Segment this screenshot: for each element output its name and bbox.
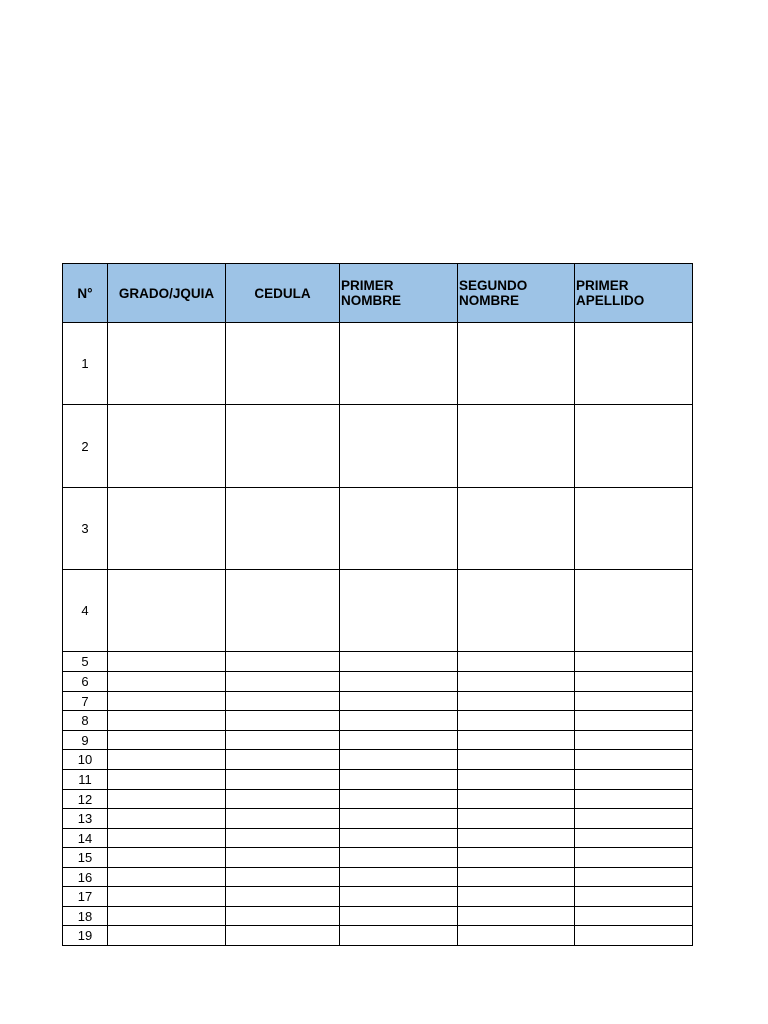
table-cell-grado[interactable]	[107, 808, 226, 829]
table-cell-primer_apellido[interactable]	[574, 404, 693, 488]
row-number-cell: 13	[62, 808, 108, 829]
table-cell-primer_nombre[interactable]	[339, 906, 458, 926]
table-cell-cedula[interactable]	[225, 828, 340, 848]
table-cell-primer_apellido[interactable]	[574, 828, 693, 848]
table-cell-primer_nombre[interactable]	[339, 322, 458, 405]
row-number-cell: 1	[62, 322, 108, 405]
table-cell-grado[interactable]	[107, 404, 226, 488]
row-number-cell: 14	[62, 828, 108, 848]
table-cell-segundo_nombre[interactable]	[457, 749, 575, 770]
table-cell-grado[interactable]	[107, 710, 226, 731]
row-number-cell: 2	[62, 404, 108, 488]
table-cell-grado[interactable]	[107, 671, 226, 692]
table-cell-cedula[interactable]	[225, 808, 340, 829]
header-cedula	[225, 263, 340, 323]
row-number-cell: 4	[62, 569, 108, 652]
table-cell-segundo_nombre[interactable]	[457, 487, 575, 570]
table-cell-segundo_nombre[interactable]	[457, 569, 575, 652]
header-segundo_nombre	[457, 263, 575, 323]
table-cell-cedula[interactable]	[225, 487, 340, 570]
table-cell-primer_nombre[interactable]	[339, 487, 458, 570]
row-number-cell: 8	[62, 710, 108, 731]
table-cell-grado[interactable]	[107, 769, 226, 790]
header-grado	[107, 263, 226, 323]
table-cell-grado[interactable]	[107, 867, 226, 887]
row-number-cell: 17	[62, 886, 108, 907]
header-primer_nombre	[339, 263, 458, 323]
table-cell-primer_apellido[interactable]	[574, 691, 693, 711]
table-cell-cedula[interactable]	[225, 730, 340, 750]
table-cell-segundo_nombre[interactable]	[457, 710, 575, 731]
table-cell-primer_nombre[interactable]	[339, 671, 458, 692]
table-cell-segundo_nombre[interactable]	[457, 867, 575, 887]
header-label: GRADO/JQUIA	[118, 285, 215, 301]
table-cell-cedula[interactable]	[225, 691, 340, 711]
table-cell-primer_nombre[interactable]	[339, 808, 458, 829]
row-number-cell: 7	[62, 691, 108, 711]
table-cell-cedula[interactable]	[225, 789, 340, 809]
table-cell-primer_apellido[interactable]	[574, 710, 693, 731]
table-cell-grado[interactable]	[107, 906, 226, 926]
table-cell-primer_nombre[interactable]	[339, 867, 458, 887]
table-cell-primer_nombre[interactable]	[339, 925, 458, 946]
table-cell-primer_nombre[interactable]	[339, 404, 458, 488]
table-cell-primer_nombre[interactable]	[339, 769, 458, 790]
table-cell-primer_apellido[interactable]	[574, 569, 693, 652]
table-cell-grado[interactable]	[107, 487, 226, 570]
header-label: N°	[77, 285, 93, 301]
table-cell-primer_nombre[interactable]	[339, 710, 458, 731]
table-cell-primer_apellido[interactable]	[574, 789, 693, 809]
table-cell-primer_apellido[interactable]	[574, 749, 693, 770]
table-cell-primer_apellido[interactable]	[574, 906, 693, 926]
table-cell-primer_apellido[interactable]	[574, 808, 693, 829]
table-cell-cedula[interactable]	[225, 710, 340, 731]
table-cell-segundo_nombre[interactable]	[457, 651, 575, 672]
table-cell-primer_nombre[interactable]	[339, 886, 458, 907]
table-cell-primer_nombre[interactable]	[339, 730, 458, 750]
table-cell-segundo_nombre[interactable]	[457, 789, 575, 809]
table-cell-segundo_nombre[interactable]	[457, 322, 575, 405]
table-cell-segundo_nombre[interactable]	[457, 404, 575, 488]
header-label: PRIMER APELLIDO	[576, 278, 645, 308]
roster-table	[62, 263, 693, 942]
table-cell-primer_apellido[interactable]	[574, 730, 693, 750]
row-number-cell: 9	[62, 730, 108, 750]
table-cell-grado[interactable]	[107, 749, 226, 770]
table-cell-grado[interactable]	[107, 322, 226, 405]
row-number-cell: 11	[62, 769, 108, 790]
table-cell-cedula[interactable]	[225, 867, 340, 887]
table-cell-primer_apellido[interactable]	[574, 769, 693, 790]
table-cell-primer_apellido[interactable]	[574, 847, 693, 868]
table-cell-primer_nombre[interactable]	[339, 749, 458, 770]
table-cell-grado[interactable]	[107, 730, 226, 750]
header-label: SEGUNDO NOMBRE	[459, 278, 528, 308]
row-number-cell: 5	[62, 651, 108, 672]
table-cell-cedula[interactable]	[225, 404, 340, 488]
table-cell-primer_apellido[interactable]	[574, 651, 693, 672]
table-cell-primer_nombre[interactable]	[339, 569, 458, 652]
table-cell-grado[interactable]	[107, 847, 226, 868]
table-cell-primer_nombre[interactable]	[339, 828, 458, 848]
table-cell-segundo_nombre[interactable]	[457, 906, 575, 926]
table-cell-primer_apellido[interactable]	[574, 671, 693, 692]
table-cell-grado[interactable]	[107, 569, 226, 652]
table-cell-primer_apellido[interactable]	[574, 886, 693, 907]
row-number-cell: 19	[62, 925, 108, 946]
table-cell-grado[interactable]	[107, 886, 226, 907]
table-cell-primer_nombre[interactable]	[339, 847, 458, 868]
table-cell-primer_nombre[interactable]	[339, 691, 458, 711]
table-cell-segundo_nombre[interactable]	[457, 730, 575, 750]
table-cell-cedula[interactable]	[225, 749, 340, 770]
table-cell-cedula[interactable]	[225, 847, 340, 868]
row-number-cell: 18	[62, 906, 108, 926]
table-cell-primer_apellido[interactable]	[574, 867, 693, 887]
header-primer_apellido	[574, 263, 693, 323]
table-cell-cedula[interactable]	[225, 322, 340, 405]
table-cell-primer_apellido[interactable]	[574, 487, 693, 570]
table-cell-cedula[interactable]	[225, 569, 340, 652]
table-cell-primer_nombre[interactable]	[339, 789, 458, 809]
row-number-cell: 12	[62, 789, 108, 809]
row-number-cell: 16	[62, 867, 108, 887]
row-number-cell: 15	[62, 847, 108, 868]
table-cell-segundo_nombre[interactable]	[457, 886, 575, 907]
table-cell-segundo_nombre[interactable]	[457, 925, 575, 946]
table-cell-segundo_nombre[interactable]	[457, 847, 575, 868]
table-cell-cedula[interactable]	[225, 671, 340, 692]
table-cell-primer_apellido[interactable]	[574, 925, 693, 946]
row-number-cell: 10	[62, 749, 108, 770]
table-cell-cedula[interactable]	[225, 769, 340, 790]
table-cell-cedula[interactable]	[225, 886, 340, 907]
table-cell-grado[interactable]	[107, 651, 226, 672]
table-cell-segundo_nombre[interactable]	[457, 828, 575, 848]
table-cell-grado[interactable]	[107, 828, 226, 848]
table-cell-grado[interactable]	[107, 789, 226, 809]
header-n	[62, 263, 108, 323]
row-number-cell: 3	[62, 487, 108, 570]
table-cell-segundo_nombre[interactable]	[457, 691, 575, 711]
table-cell-primer_nombre[interactable]	[339, 651, 458, 672]
header-label: CEDULA	[254, 285, 311, 301]
table-cell-cedula[interactable]	[225, 925, 340, 946]
table-cell-segundo_nombre[interactable]	[457, 671, 575, 692]
table-cell-primer_apellido[interactable]	[574, 322, 693, 405]
table-cell-cedula[interactable]	[225, 906, 340, 926]
table-cell-segundo_nombre[interactable]	[457, 808, 575, 829]
row-number-cell: 6	[62, 671, 108, 692]
table-cell-grado[interactable]	[107, 691, 226, 711]
header-label: PRIMER NOMBRE	[341, 278, 401, 308]
table-cell-cedula[interactable]	[225, 651, 340, 672]
table-cell-segundo_nombre[interactable]	[457, 769, 575, 790]
table-cell-grado[interactable]	[107, 925, 226, 946]
